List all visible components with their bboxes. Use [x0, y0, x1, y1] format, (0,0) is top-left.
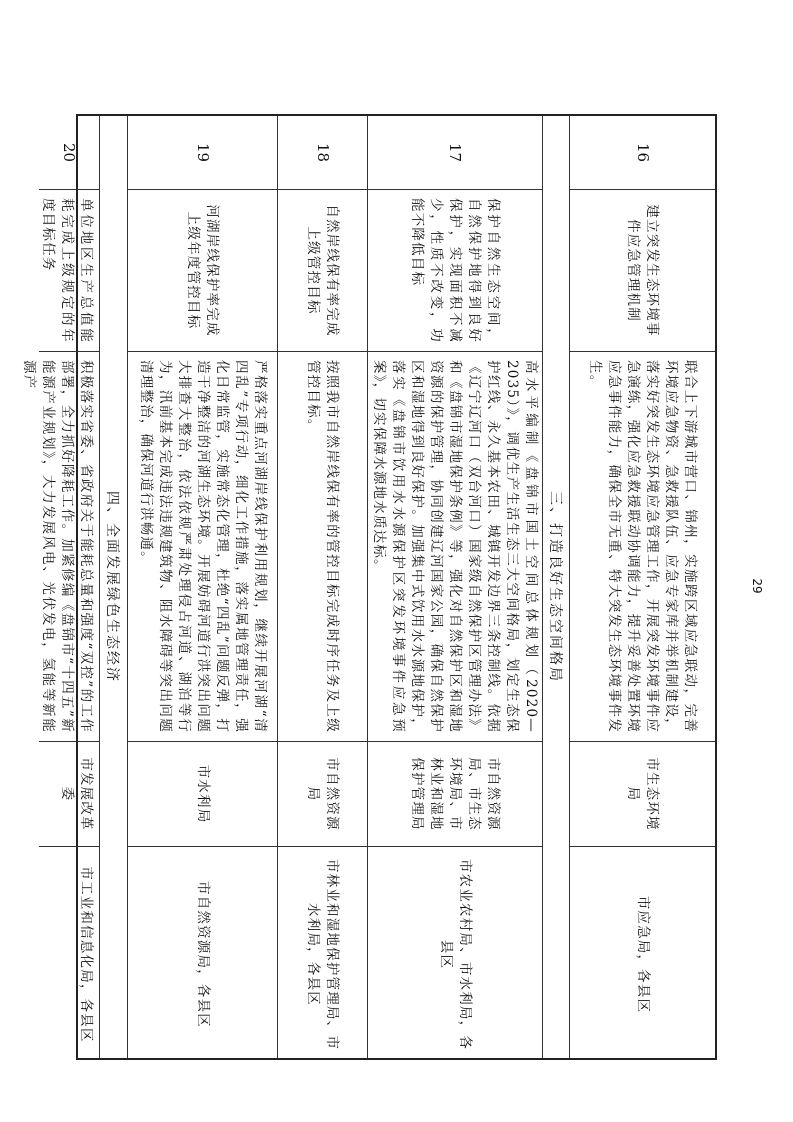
measures-text: 积极落实省委、省政府关于能耗总量和强度“双控”的工作部署，全力抓好降耗工作。加紧修编《盘锦市“十四五”新能源产业规划》，大力发展风电、光伏发电，氢能等新能源产 — [21, 360, 94, 733]
table-row — [570, 116, 715, 1058]
section-heading-row — [100, 116, 128, 1058]
task-text: 河湖岸线保护率完成上级年度管控目标 — [185, 204, 221, 337]
lead-cell — [278, 741, 367, 846]
task-cell — [278, 189, 367, 351]
coop-cell — [278, 846, 367, 1062]
measures-text: 联合上下游城市营口、锦州，实施跨区域应急联动，完善环境应急物资、急救援队伍、应急专家库并举机制建设，落实好突发生态环境应急管理工作，开展突发环境事件应急演练，强化应急救援联动协调能力，提升妥善处置环境应急事件能力，确保全市无重、特大突发生态环境事件发生。 — [587, 360, 699, 733]
row-number-cell — [39, 116, 99, 189]
coop-dept: 市农业农村局、市水利局，各县区 — [438, 858, 473, 1051]
coop-cell — [570, 846, 715, 1062]
task-cell — [368, 189, 542, 351]
row-number-cell — [278, 116, 367, 189]
measures-cell — [570, 351, 715, 741]
measures-cell — [278, 351, 367, 741]
lead-cell — [39, 741, 99, 846]
lead-cell — [368, 741, 542, 846]
task-cell — [128, 189, 277, 351]
measures-cell — [128, 351, 277, 741]
lead-cell — [570, 741, 715, 846]
coop-cell — [128, 846, 277, 1062]
page-number: 29 — [750, 578, 764, 594]
coop-dept: 市林业和湿地保护管理局、市水利局，各县区 — [305, 858, 341, 1051]
table-row — [278, 116, 368, 1058]
coop-cell — [39, 846, 99, 1062]
table-row — [128, 116, 278, 1058]
task-text: 单位地区生产总值能耗完成上级规定的年度目标任务 — [40, 198, 94, 343]
table-row — [21, 116, 100, 1058]
task-cell — [39, 189, 99, 351]
lead-cell — [128, 741, 277, 846]
row-number-cell — [570, 116, 715, 189]
table-row — [368, 116, 543, 1058]
lead-dept: 市生态环境局 — [625, 757, 661, 831]
row-number: 18 — [314, 142, 332, 163]
row-number: 17 — [446, 142, 465, 163]
coop-dept: 市工业和信息化局，各县区 — [78, 866, 94, 1043]
measures-text: 按照我市自然岸线保有率的管控目标完成时序任务及上级管控目标。 — [305, 360, 341, 733]
task-cell — [570, 189, 715, 351]
lead-dept: 市发展改革委 — [59, 757, 94, 831]
coop-dept: 市自然资源局，各县区 — [195, 881, 211, 1028]
row-number: 19 — [194, 142, 212, 163]
row-number: 20 — [60, 142, 79, 163]
lead-dept: 市自然资源局、市生态环境局、市林业和湿地保护管理局 — [409, 757, 502, 831]
section-heading: 四、全面发展绿色生态经济 — [104, 491, 121, 683]
task-text: 自然岸线保有率完成上级管控目标 — [305, 204, 341, 337]
row-number-cell — [128, 116, 277, 189]
lead-dept: 市自然资源局 — [305, 757, 341, 831]
coop-dept: 市应急局，各县区 — [635, 895, 651, 1014]
lead-dept: 市水利局 — [195, 764, 211, 824]
task-text: 保护自然生态空间，自然保护地得到良好保护，实现面积不减少，性质不改变，功能不降低目标 — [409, 198, 502, 343]
measures-cell — [368, 351, 542, 741]
measures-cell — [21, 351, 99, 741]
row-number-cell — [368, 116, 542, 189]
coop-cell — [368, 846, 542, 1062]
section-heading-row — [543, 116, 570, 1058]
section-heading: 三、打造良好生态空间格局 — [547, 491, 563, 683]
measures-text: 高水平编制《盘锦市国土空间总体规划（2020—2035）》，调优生产生活生态三大空间格局，划定生态保护红线、永久基本农田、城镇开发边界三条控制线。依据《辽宁辽河口（双台河口）国家级自然保护区管理办法》和《盘锦市湿地保护条例》等，强化对自然保护区和湿地资源的保护管理，协同创建辽河国家公园，确保自然保护区和湿地得到良好保护。加强集中式饮用水水源地保护，落实《盘锦市饮用水水源保护区突发环境事件应急预案》，切实保障水源地水质达标。 — [371, 360, 540, 733]
document-table — [21, 114, 717, 1060]
task-text: 建立突发生态环境事件应急管理机制 — [625, 204, 661, 337]
measures-text: 严格落实重点河湖岸线保护利用规划，继续开展河湖“清四乱”专项行动，细化工作措施，落实属地管理责任，强化日常监管，实施常态化管理，杜绝“四乱”问题反弹，打造干净整洁的河湖生态环境。开展妨碍河道行洪突出问题大排查大整治，依法依规严肃处理侵占河道、湖泊等行为，汛前基本完成违法违规建筑物、阻水障碍等突出问题清理整治，确保河道行洪畅通。 — [138, 360, 268, 733]
rotated-table — [21, 114, 717, 1060]
row-number: 16 — [634, 142, 652, 163]
